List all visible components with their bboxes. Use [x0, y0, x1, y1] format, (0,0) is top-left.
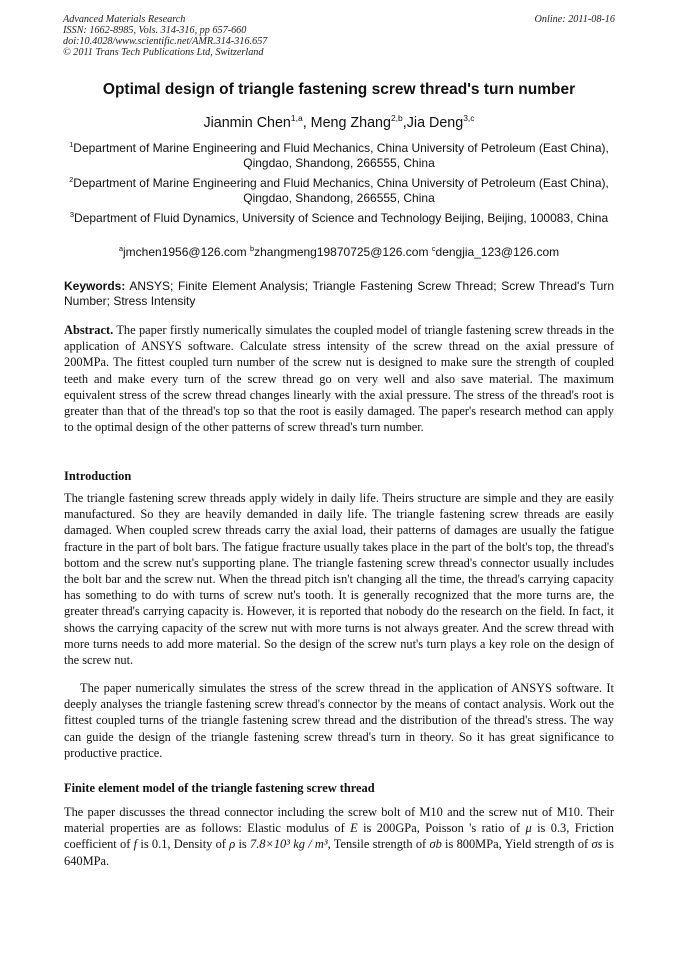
affiliation-sup: 3 [69, 210, 75, 219]
email-sup: c [431, 244, 436, 253]
copyright-line: © 2011 Trans Tech Publications Ltd, Switzerland [63, 47, 264, 58]
keywords [64, 279, 614, 308]
fem-paragraph [64, 804, 614, 869]
journal-name: Advanced Materials Research [63, 14, 186, 25]
fem-text: is [238, 837, 247, 852]
density-value: 7.8×10³ kg / m³ [250, 837, 328, 852]
abstract-text: The paper firstly numerically simulates the coupled model of triangle fastening screw threads in the application of ANSYS software. Calculate stress intensity of the screw thread on the axial pressure of 200MPa. The fittest coupled turn number of the screw nut is designed to make sure the strength of coupled teeth and make every turn of the screw thread go on very well and also save material. The maximum equivalent stress of the screw thread changes linearly with the axial pressure. The stress of the thread's root is greater than that of the thread's top so that the root is easily damaged. The paper's research method can apply to the optimal design of the other patterns of screw thread's turn number. [64, 323, 615, 435]
symbol-friction: f [133, 837, 138, 852]
author-name: Jianmin Chen [203, 114, 291, 131]
email-link[interactable]: zhangmeng19870725@126.com [254, 245, 429, 259]
author-name: Meng Zhang [310, 114, 391, 131]
affiliation-sup: 1 [69, 140, 74, 149]
abstract [64, 322, 614, 435]
author-sup: 2,b [390, 113, 403, 123]
email-list [0, 244, 678, 259]
introduction-paragraph-1: The triangle fastening screw threads apply widely in daily life. Theirs structure are simple and they are easily manufactured. So they are heavily demanded in daily life. The triangle fastening screw threads are easily damaged. When coupled screw threads carry the axial load, their patterns of damages are usually the fatigue fracture in the part of bolt bars. The fatigue fracture usually takes place in the part of the bolt's top, the thread's bottom and the screw nut's supporting plane. The triangle fastening screw thread's connector usually includes the bolt bar and the screw nut. When the thread pitch isn't changing all the time, the thread's carrying capacity has something to do with turns of screw nut's tooth. It is generally recognized that the more turns are, the greater thread's carrying capacity is. However, it is reported that nobody do the research on the field. In fact, it shows the carrying capacity of the screw nut with more turns is not always greater. And the screw thread with more turns needs to add more material. So the design of the screw nut's turn plays a key role on the design of the screw nut. [64, 491, 614, 668]
email-link[interactable]: dengjia_123@126.com [435, 245, 560, 259]
fem-text: is 800MPa, Yield strength of [445, 837, 589, 852]
symbol-elastic-modulus: E [350, 821, 358, 836]
affiliation-text: Department of Fluid Dynamics, University of Science and Technology Beijing, Beijing, 100083, China [74, 211, 609, 225]
affiliation-sup: 2 [69, 175, 74, 184]
author-sup: 3,c [463, 113, 475, 123]
issn-line: ISSN: 1662-8985, Vols. 314-316, pp 657-660 [63, 25, 247, 36]
email-link[interactable]: jmchen1956@126.com [123, 245, 247, 259]
journal-header [63, 14, 615, 58]
symbol-density: ρ [229, 837, 236, 852]
keywords-label: Keywords: [64, 279, 126, 293]
affiliation-2 [64, 173, 614, 205]
author-list: Jianmin Chen$^{1,a}$, Meng Zhang$^{2,b}$,Jia Deng$^{3,c}$ [203, 113, 475, 131]
introduction-heading: Introduction [64, 469, 132, 483]
doi-line: doi:10.4028/www.scientific.net/AMR.314-316.657 [63, 36, 268, 47]
fem-text: is 0.1, Density of [140, 837, 226, 852]
email-sup: b [249, 244, 255, 253]
symbol-poisson-ratio: μ [525, 821, 532, 836]
fem-heading: Finite element model of the triangle fastening screw thread [64, 781, 375, 795]
symbol-yield-strength: σs [591, 837, 603, 852]
affiliation-text: Department of Marine Engineering and Fluid Mechanics, China University of Petroleum (East China), Qingdao, Shandong, 266555, China [73, 141, 609, 170]
fem-text: is 200GPa, Poisson 's ratio of [363, 821, 521, 836]
affiliation-text: Department of Marine Engineering and Fluid Mechanics, China University of Petroleum (East China), Qingdao, Shandong, 266555, China [73, 176, 609, 205]
symbol-tensile-strength: σb [429, 837, 442, 852]
abstract-label: Abstract. [64, 323, 114, 337]
fem-text: is 640MPa. [64, 837, 614, 868]
fem-text: The paper discusses the thread connector including the screw bolt of M10 and the screw nut of M10. Their material properties are as follows: Elastic modulus of [64, 805, 614, 836]
affiliation-1 [64, 138, 614, 170]
paper-title: Optimal design of triangle fastening screw thread's turn number [102, 81, 576, 98]
fem-text: is 0.3, Friction coefficient of [64, 821, 614, 852]
fem-text: , Tensile strength of [327, 837, 427, 852]
email-sup: a [118, 244, 124, 253]
author-name: Jia Deng [406, 114, 464, 131]
online-date: Online: 2011-08-16 [534, 14, 615, 25]
introduction-paragraph-2: The paper numerically simulates the stress of the screw thread in the application of ANSYS software. It deeply analyses the triangle fastening screw thread's connector by the means of contact analysis. Work out the fittest coupled turns of the triangle fastening screw thread and the distribution of the thread's stress. The way can guide the design of the triangle fastening screw thread's turn in theory. So it has great significance to productive practice. [64, 681, 614, 760]
author-sup: 1,a [290, 113, 303, 123]
affiliation-3 [64, 208, 614, 226]
keywords-text: ANSYS; Finite Element Analysis; Triangle Fastening Screw Thread; Screw Thread's Turn Number; Stress Intensity [64, 279, 614, 308]
